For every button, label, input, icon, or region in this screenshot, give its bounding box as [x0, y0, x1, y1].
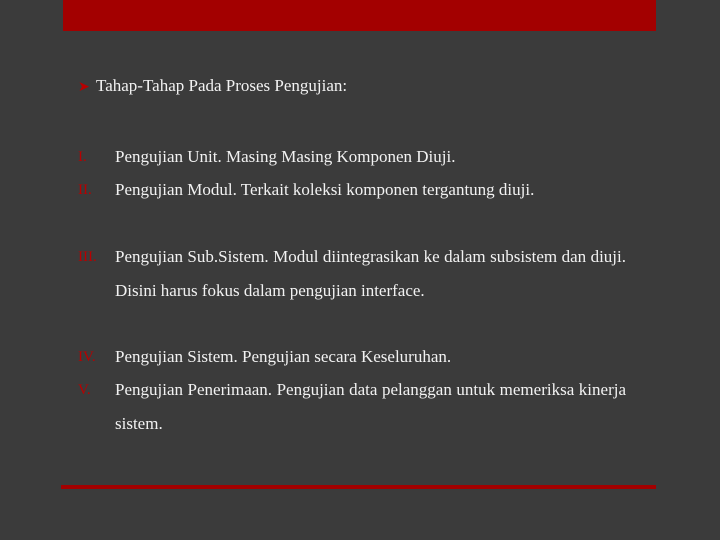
list-item [78, 240, 626, 308]
arrow-bullet-icon: ➤ [78, 80, 90, 95]
list-item-numeral: IV. [78, 349, 96, 365]
list-item-numeral: III. [78, 249, 97, 265]
list-item [78, 340, 626, 374]
list-item-numeral: II. [78, 182, 92, 198]
top-accent-bar [63, 0, 656, 31]
list-item [78, 140, 626, 174]
list-item-numeral: I. [78, 149, 87, 165]
bottom-accent-line [61, 485, 656, 489]
list-item-text: Pengujian Sistem. Pengujian secara Keseluruhan. [115, 347, 452, 366]
list-item-text: Pengujian Modul. Terkait koleksi komponen tergantung diuji. [115, 180, 535, 199]
list-item [78, 373, 626, 441]
heading-text: Tahap-Tahap Pada Proses Pengujian: [96, 76, 348, 95]
list-item [78, 173, 626, 207]
list-item-text: Pengujian Unit. Masing Masing Komponen Diuji. [115, 147, 456, 166]
list-item-numeral: V. [78, 382, 91, 398]
slide-heading [78, 76, 347, 96]
list-item-text: Pengujian Penerimaan. Pengujian data pelanggan untuk memeriksa kinerja sistem. [115, 380, 626, 433]
list-item-text: Pengujian Sub.Sistem. Modul diintegrasikan ke dalam subsistem dan diuji. Disini harus fokus dalam pengujian interface. [115, 247, 626, 300]
